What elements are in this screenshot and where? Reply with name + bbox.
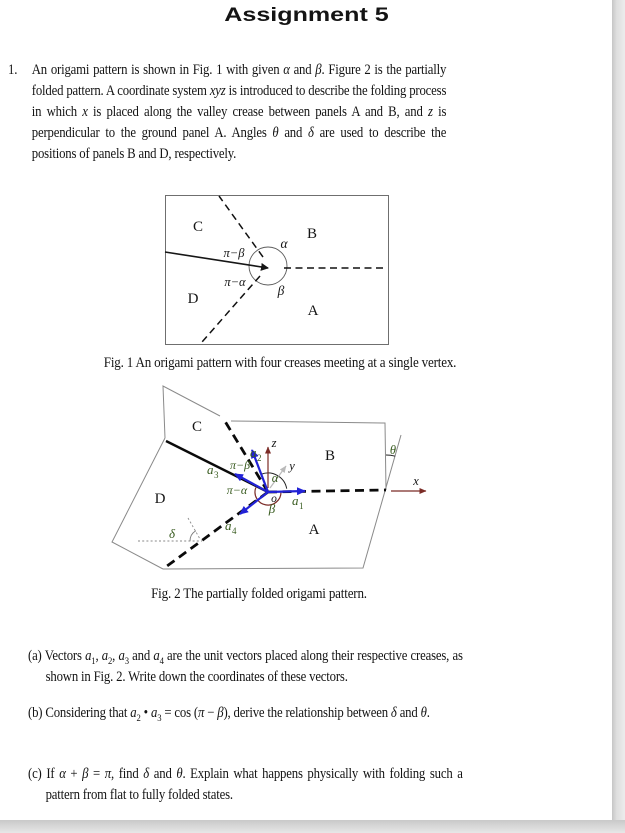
fig1-label-pi-minus-alpha: π−α <box>224 275 246 289</box>
fig1-border <box>166 196 389 345</box>
problem-number: 1. <box>8 62 18 78</box>
fig2-label-z-axis: z <box>271 436 277 450</box>
part-c-text: If α + β = π, find δ and θ. Explain what happens physically with folding such a pattern from flat to fully folded states. <box>45 766 463 803</box>
fig1-label-panel-d: D <box>187 291 199 307</box>
part-b-text: Considering that $a_2$ • $a_3 = \cos (\pi - \beta)$, derive the relationship between δ and θ. <box>45 705 430 724</box>
fig2-label-a4-sub: 4 <box>232 526 237 536</box>
fig2-label-delta: δ <box>168 526 176 541</box>
fig1-caption: Fig. 1 An origami pattern with four creases meeting at a single vertex. <box>103 355 457 371</box>
figure-1 <box>165 195 389 345</box>
fig2-label-panel-d: D <box>154 491 166 507</box>
fig2-delta-arc <box>190 531 196 541</box>
fig1-label-panel-a: A <box>307 303 319 319</box>
fig1-label-beta: β <box>277 283 285 298</box>
part-a <box>28 646 463 688</box>
fig2-delta-ray-dotted <box>188 518 200 539</box>
fig2-label-pi-minus-beta: π−β <box>229 458 251 472</box>
fig2-label-a1: a <box>292 493 299 508</box>
fig2-label-alpha: α <box>271 471 279 485</box>
part-c <box>28 764 463 806</box>
fig2-vector-a1 <box>268 491 305 492</box>
fig1-label-pi-minus-beta: π−β <box>223 246 245 260</box>
page-edge-bottom <box>0 820 625 833</box>
fig2-panel-a-outline <box>163 435 401 569</box>
fig2-label-a1-sub: 1 <box>299 501 304 511</box>
fig2-label-a2-sub: 2 <box>257 453 262 463</box>
part-b <box>28 703 463 724</box>
fig1-label-alpha: α <box>280 236 288 251</box>
page-edge-right <box>612 0 625 833</box>
part-b-label: (b) <box>28 705 46 721</box>
fig2-label-a2: a <box>250 445 257 460</box>
problem-1 <box>8 60 446 165</box>
fig2-label-pi-minus-alpha: π−α <box>226 483 248 497</box>
part-a-text: Vectors $a_1$, $a_2$, $a_3$ and $a_4$ are the unit vectors placed along their respective creases, as shown in Fig. 2. Write down the coordinates of these vectors. <box>44 648 463 685</box>
fig1-label-panel-c: C <box>192 219 204 235</box>
fig2-label-origin: o <box>271 493 277 505</box>
part-c-label: (c) <box>28 766 47 782</box>
fig1-label-panel-b: B <box>306 226 318 242</box>
fig2-label-panel-b: B <box>324 448 336 464</box>
fig2-label-a3: a <box>207 462 214 477</box>
fig2-label-beta: β <box>268 501 276 516</box>
fig2-label-x-axis: x <box>413 474 419 488</box>
fig2-label-theta: θ <box>389 443 397 457</box>
fig2-label-panel-a: A <box>308 522 320 538</box>
fig2-caption: Fig. 2 The partially folded origami pattern. <box>151 586 367 602</box>
page-title: Assignment 5 <box>224 5 389 26</box>
fig2-label-a3-sub: 3 <box>214 470 219 480</box>
fig2-label-panel-c: C <box>191 419 203 435</box>
fig2-label-y-axis: y <box>289 459 295 473</box>
figure-2 <box>100 378 440 583</box>
problem-text: An origami pattern is shown in Fig. 1 with given α and β. Figure 2 is the partially folded pattern. A coordinate system xyz is introduced to describe the folding process in which x is placed along the valley crease between panels A and B, and z is perpendicular to the ground panel A. Angles θ and δ are used to describe the positions of panels B and D, respectively. <box>31 62 447 162</box>
part-a-label: (a) <box>28 648 45 664</box>
fig2-label-a4: a <box>225 518 232 533</box>
